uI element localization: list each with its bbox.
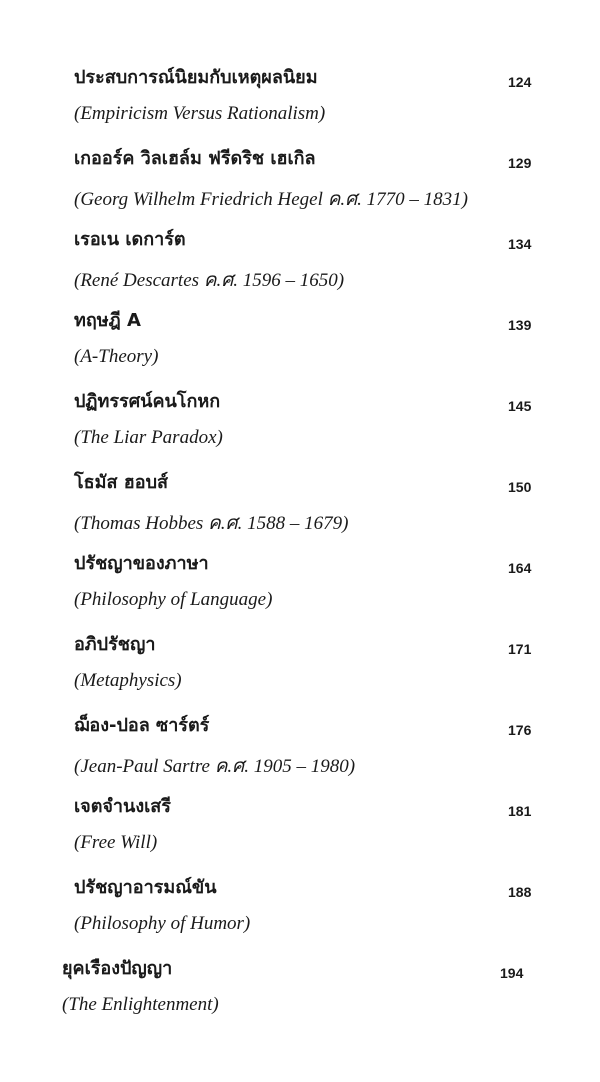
- entry-title: ยุคเรืองปัญญา: [62, 958, 173, 979]
- entry-subtitle: (René Descartes ค.ศ. 1596 – 1650): [74, 270, 345, 291]
- entry-page-number: 139: [508, 317, 532, 333]
- entry-title: อภิปรัชญา: [74, 634, 156, 655]
- entry-subtitle: (Jean-Paul Sartre ค.ศ. 1905 – 1980): [74, 756, 356, 777]
- entry-title: เกออร์ค วิลเฮล์ม ฟรีดริช เฮเกิล: [74, 148, 316, 169]
- toc-entry: [0, 380, 600, 461]
- table-of-contents: [0, 56, 600, 1028]
- entry-title: ปรัชญาอารมณ์ขัน: [74, 877, 217, 898]
- toc-entry: [0, 218, 600, 299]
- entry-subtitle: (Philosophy of Language): [74, 589, 273, 610]
- toc-entry: [0, 704, 600, 785]
- entry-title: ปรัชญาของภาษา: [74, 553, 209, 574]
- entry-page-number: 171: [508, 641, 532, 657]
- entry-page-number: 181: [508, 803, 532, 819]
- entry-page-number: 188: [508, 884, 532, 900]
- entry-page-number: 134: [508, 236, 532, 252]
- entry-subtitle: (Metaphysics): [74, 670, 182, 691]
- toc-entry: [0, 56, 600, 137]
- entry-subtitle: (Philosophy of Humor): [74, 913, 251, 934]
- entry-page-number: 129: [508, 155, 532, 171]
- entry-page-number: 164: [508, 560, 532, 576]
- entry-subtitle: (Empiricism Versus Rationalism): [74, 103, 326, 124]
- entry-page-number: 150: [508, 479, 532, 495]
- toc-entry: [0, 623, 600, 704]
- entry-page-number: 194: [500, 965, 524, 981]
- toc-entry: [0, 785, 600, 866]
- toc-entry: [0, 299, 600, 380]
- entry-title: โธมัส ฮอบส์: [74, 472, 168, 493]
- entry-subtitle: (The Liar Paradox): [74, 427, 223, 448]
- entry-title: ปฏิทรรศน์คนโกหก: [74, 391, 221, 412]
- entry-title: ทฤษฎี A: [74, 310, 141, 331]
- toc-entry: [0, 947, 600, 1028]
- entry-title: เจตจำนงเสรี: [74, 796, 171, 817]
- entry-subtitle: (A-Theory): [74, 346, 159, 367]
- entry-title: ประสบการณ์นิยมกับเหตุผลนิยม: [74, 67, 318, 88]
- toc-entry: [0, 461, 600, 542]
- entry-subtitle: (The Enlightenment): [62, 994, 219, 1015]
- toc-entry: [0, 137, 600, 218]
- entry-title: ฌ็อง-ปอล ซาร์ตร์: [74, 715, 210, 736]
- entry-title: เรอเน เดการ์ต: [74, 229, 186, 250]
- toc-entry: [0, 542, 600, 623]
- entry-subtitle: (Georg Wilhelm Friedrich Hegel ค.ศ. 1770 – 1831): [74, 189, 468, 210]
- entry-page-number: 145: [508, 398, 532, 414]
- entry-subtitle: (Thomas Hobbes ค.ศ. 1588 – 1679): [74, 513, 349, 534]
- entry-subtitle: (Free Will): [74, 832, 158, 853]
- toc-entry: [0, 866, 600, 947]
- entry-page-number: 124: [508, 74, 532, 90]
- entry-page-number: 176: [508, 722, 532, 738]
